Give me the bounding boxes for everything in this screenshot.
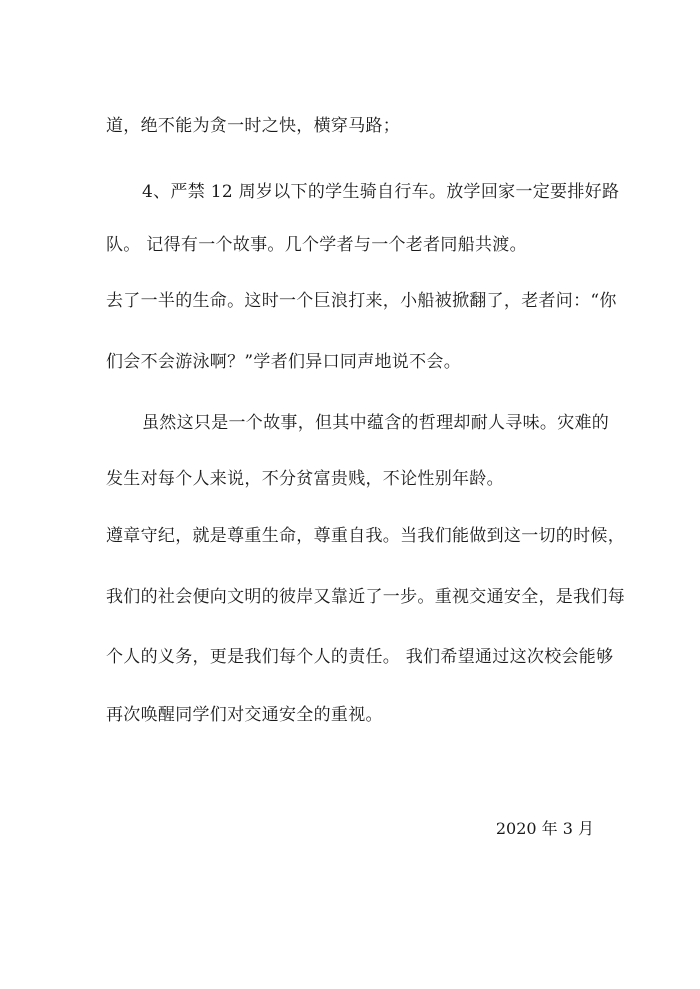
text-line: 4、严禁 12 周岁以下的学生骑自行车。放学回家一定要排好路: [142, 182, 620, 202]
text-line: 队。 记得有一个故事。几个学者与一个老者同船共渡。: [106, 235, 527, 255]
text-line: 虽然这只是一个故事，但其中蕴含的哲理却耐人寻味。灾难的: [142, 413, 610, 433]
text-line: 们会不会游泳啊？”学者们异口同声地说不会。: [106, 352, 461, 372]
text-line: 个人的义务，更是我们每个人的责任。 我们希望通过这次校会能够: [106, 647, 614, 667]
text-line: 发生对每个人来说，不分贫富贵贱，不论性别年龄。: [106, 469, 504, 489]
text-line: 再次唤醒同学们对交通安全的重视。: [106, 705, 383, 725]
document-date: 2020 年 3 月: [495, 819, 594, 838]
text-line: 道，绝不能为贪一时之快，横穿马路；: [106, 116, 401, 136]
text-line: 去了一半的生命。这时一个巨浪打来，小船被掀翻了，老者问：“你: [106, 291, 617, 311]
text-line: 我们的社会便向文明的彼岸又靠近了一步。重视交通安全，是我们每: [106, 587, 625, 607]
text-line: 遵章守纪，就是尊重生命，尊重自我。当我们能做到这一切的时候，: [106, 526, 625, 546]
